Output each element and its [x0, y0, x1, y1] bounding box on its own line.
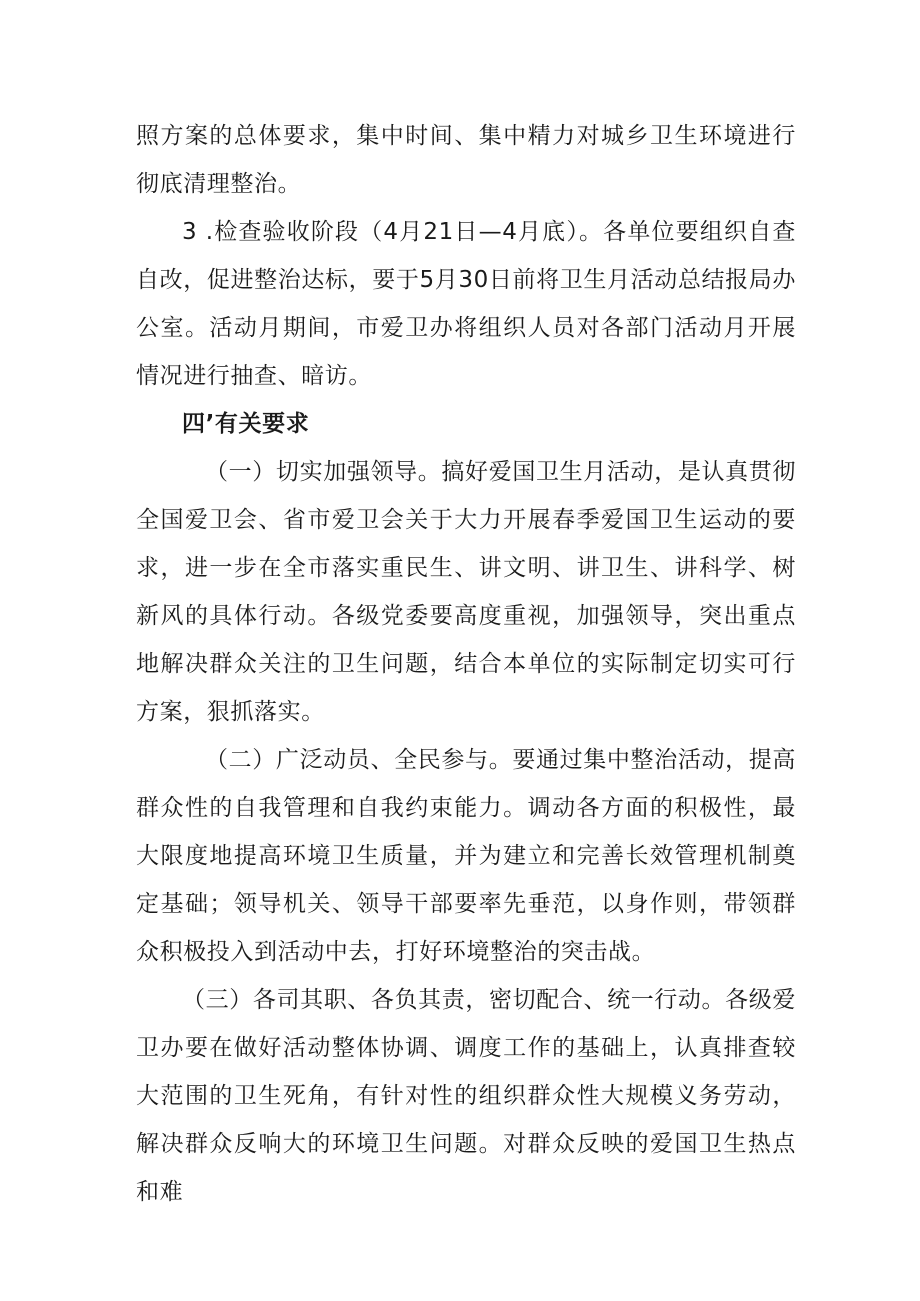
paragraph-1: 照方案的总体要求，集中时间、集中精力对城乡卫生环境进行彻底清理整治。: [136, 123, 796, 197]
document-page: [136, 112, 796, 1216]
paragraph-3: （一）切实加强领导。搞好爱国卫生月活动，是认真贯彻全国爱卫会、省市爱卫会关于大力开展春季爱国卫生运动的要求，进一步在全市落实重民生、讲文明、讲卫生、讲科学、树新风的具体行动。各级党委要高度重视，加强领导，突出重点地解决群众关注的卫生问题，结合本单位的实际制定切实可行方案，狠抓落实。: [136, 459, 796, 725]
paragraph-2: 3 .检查验收阶段（4月21日—4月底）。各单位要组织自查自改，促进整治达标，要于5月30日前将卫生月活动总结报局办公室。活动月期间，市爱卫办将组织人员对各部门活动月开展情况进行抽查、暗访。: [136, 219, 796, 389]
section-heading: 四’有关要求: [182, 411, 310, 437]
paragraph-4: （二）广泛动员、全民参与。要通过集中整治活动，提高群众性的自我管理和自我约束能力。调动各方面的积极性，最大限度地提高环境卫生质量，并为建立和完善长效管理机制奠定基础；领导机关、领导干部要率先垂范，以身作则，带领群众积极投入到活动中去，打好环境整治的突击战。: [136, 747, 796, 965]
paragraph-5: （三）各司其职、各负其责，密切配合、统一行动。各级爱卫办要在做好活动整体协调、调度工作的基础上，认真排查较大范围的卫生死角，有针对性的组织群众性大规模义务劳动，解决群众反响大的环境卫生问题。对群众反映的爱国卫生热点和难: [136, 987, 796, 1205]
